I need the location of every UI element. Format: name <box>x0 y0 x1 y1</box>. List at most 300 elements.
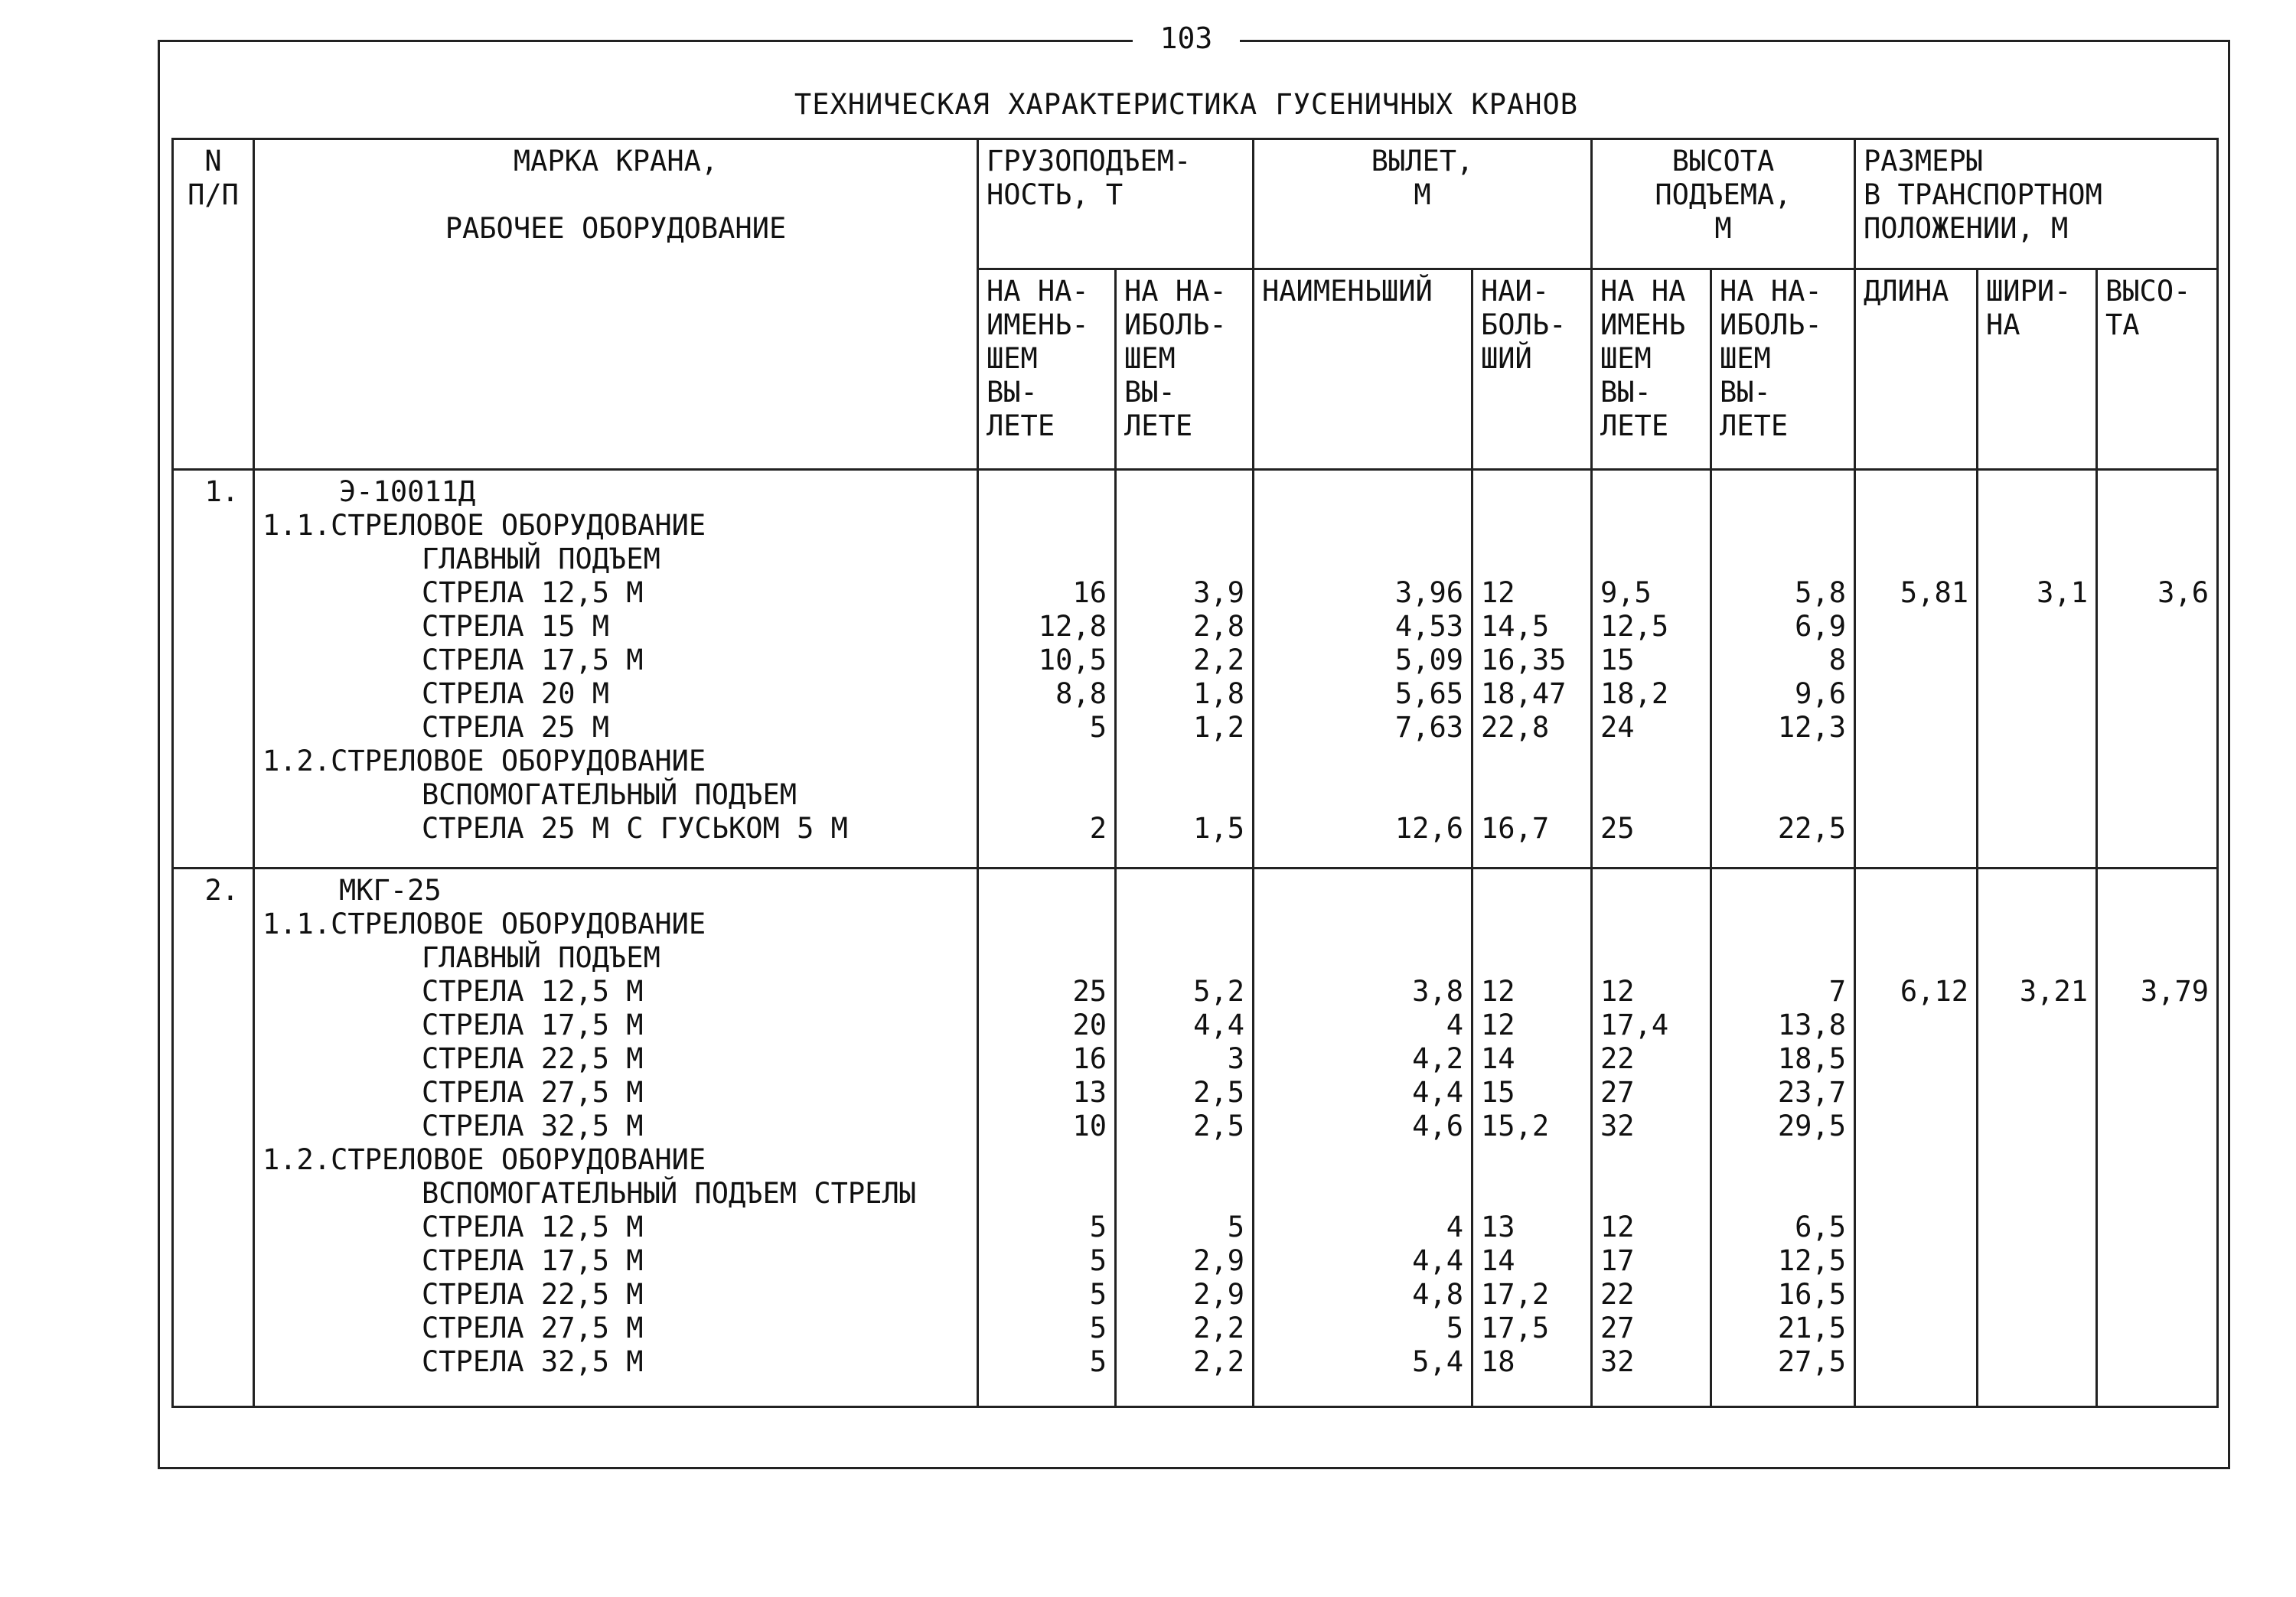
value-cap-min: 5 <box>1089 1210 1107 1243</box>
value-width <box>1986 610 2088 644</box>
value-h-max: 8 <box>1828 644 1846 676</box>
value-reach-max: 17,2 <box>1481 1277 1550 1311</box>
header-line: ВЫ- <box>987 376 1038 409</box>
header-cap-min <box>978 269 1116 470</box>
value-width: 3,1 <box>2037 576 2088 609</box>
equipment-line: СТРЕЛА 22,5 М <box>422 1277 644 1311</box>
value-width <box>1986 677 2088 711</box>
value-width <box>1986 1042 2088 1076</box>
value-vheight <box>2105 778 2209 812</box>
header-reach-min <box>1254 269 1473 470</box>
value-cell-cap-max <box>1116 868 1254 1406</box>
value-h-max <box>1720 543 1846 576</box>
header-line: ИМЕНЬ- <box>987 308 1089 341</box>
value-h-max <box>1720 941 1846 975</box>
value-h-min: 17 <box>1600 1243 1635 1277</box>
page-number: 103 <box>1133 20 1240 57</box>
value-length <box>1864 509 1968 543</box>
equipment-line: СТРЕЛА 32,5 М <box>422 1109 644 1142</box>
value-reach-min: 4,6 <box>1412 1109 1463 1142</box>
header-line: ИБОЛЬ- <box>1124 308 1227 341</box>
value-reach-max: 18 <box>1481 1344 1515 1378</box>
value-cap-max: 2,5 <box>1193 1075 1244 1109</box>
value-reach-min <box>1262 509 1463 543</box>
header-line: НА НА <box>1600 275 1686 308</box>
equipment-line: ВСПОМОГАТЕЛЬНЫЙ ПОДЪЕМ <box>422 778 797 811</box>
value-reach-max: 12 <box>1481 974 1515 1008</box>
equipment-line: СТРЕЛА 12,5 М <box>422 974 644 1008</box>
row-number <box>173 470 254 869</box>
value-length <box>1864 677 1968 711</box>
value-cap-min: 16 <box>1072 1041 1107 1075</box>
value-width <box>1986 778 2088 812</box>
value-cap-max: 1,2 <box>1193 711 1244 744</box>
header-line: ЛЕТЕ <box>987 409 1055 442</box>
header-length <box>1855 269 1978 470</box>
header-line: НА НА- <box>1720 275 1822 308</box>
header-line: П/П <box>188 178 239 211</box>
value-h-max: 29,5 <box>1777 1109 1846 1142</box>
header-line: НАИМЕНЬШИЙ <box>1262 275 1433 308</box>
header-line: ВЫСО- <box>2105 275 2191 308</box>
value-h-max <box>1720 475 1846 509</box>
value-h-min <box>1600 778 1702 812</box>
row-number <box>173 868 254 1406</box>
value-reach-max <box>1481 908 1583 941</box>
header-line: ТА <box>2105 308 2140 341</box>
header-width <box>1978 269 2097 470</box>
header-capacity <box>978 139 1254 269</box>
value-cap-min: 5 <box>1089 1277 1107 1311</box>
value-cap-min: 5 <box>1089 1344 1107 1378</box>
header-line: ВЫ- <box>1600 376 1652 409</box>
header-line: ПОЛОЖЕНИИ, М <box>1864 212 2069 245</box>
value-cell-cap-min <box>978 470 1116 869</box>
value-h-max: 12,5 <box>1777 1243 1846 1277</box>
value-vheight <box>2105 1143 2209 1177</box>
value-cap-min: 10 <box>1072 1109 1107 1142</box>
value-h-max <box>1720 874 1846 908</box>
header-line: ГРУЗОПОДЪЕМ- <box>987 145 1192 178</box>
value-reach-max <box>1481 543 1583 576</box>
equipment-line: СТРЕЛА 27,5 М <box>422 1311 644 1344</box>
header-line: М <box>1714 212 1732 245</box>
value-reach-min: 5,09 <box>1394 644 1463 676</box>
value-reach-min: 3,96 <box>1394 576 1463 609</box>
value-h-max: 6,9 <box>1795 610 1846 643</box>
value-h-min: 22 <box>1600 1041 1635 1075</box>
value-length <box>1864 1042 1968 1076</box>
value-h-max: 27,5 <box>1777 1344 1846 1378</box>
value-h-max: 6,5 <box>1795 1210 1846 1243</box>
value-vheight <box>2105 1345 2209 1379</box>
value-length <box>1864 1244 1968 1278</box>
header-line: ШЕМ <box>1600 342 1652 375</box>
header-line: НА <box>1986 308 2020 341</box>
value-width <box>1986 1076 2088 1110</box>
value-h-min <box>1600 543 1702 576</box>
value-h-max: 22,5 <box>1777 812 1846 845</box>
value-vheight <box>2105 1177 2209 1211</box>
value-reach-min <box>1262 1143 1463 1177</box>
value-cell-h-max <box>1711 470 1855 869</box>
value-cell-width <box>1978 470 2097 869</box>
value-reach-max: 14 <box>1481 1041 1515 1075</box>
value-reach-min: 4,2 <box>1412 1041 1463 1075</box>
value-width: 3,21 <box>2019 974 2088 1008</box>
value-cap-max: 2,5 <box>1193 1109 1244 1142</box>
header-h-max <box>1711 269 1855 470</box>
value-vheight <box>2105 610 2209 644</box>
value-reach-min: 3,8 <box>1412 974 1463 1008</box>
header-line: НА НА- <box>1124 275 1227 308</box>
header-line: ШИЙ <box>1481 342 1532 375</box>
value-cap-max: 3 <box>1227 1041 1244 1075</box>
value-h-min <box>1600 475 1702 509</box>
value-reach-min <box>1262 908 1463 941</box>
value-cap-min <box>987 1143 1107 1177</box>
value-cap-min: 8,8 <box>1055 677 1107 710</box>
value-h-min: 25 <box>1600 812 1635 845</box>
equipment-line: 1.1.СТРЕЛОВОЕ ОБОРУДОВАНИЕ <box>263 907 706 940</box>
header-line: ШЕМ <box>1720 342 1771 375</box>
value-reach-min: 7,63 <box>1394 711 1463 744</box>
value-cell-h-min <box>1592 868 1711 1406</box>
value-width <box>1986 475 2088 509</box>
crane-spec-table <box>171 138 2219 1408</box>
value-width <box>1986 711 2088 745</box>
value-h-max: 18,5 <box>1777 1041 1846 1075</box>
value-cap-min: 25 <box>1072 974 1107 1008</box>
value-length <box>1864 1076 1968 1110</box>
value-vheight: 3,6 <box>2157 576 2209 609</box>
value-reach-max <box>1481 778 1583 812</box>
value-h-max <box>1720 1143 1846 1177</box>
equipment-cell <box>254 868 978 1406</box>
value-reach-min: 5,65 <box>1394 677 1463 710</box>
value-width <box>1986 745 2088 778</box>
header-line: ШЕМ <box>987 342 1038 375</box>
value-reach-min: 5,4 <box>1412 1344 1463 1378</box>
value-h-min: 12,5 <box>1600 610 1669 643</box>
equipment-line: СТРЕЛА 32,5 М <box>422 1344 644 1378</box>
value-cap-min <box>987 908 1107 941</box>
equipment-cell <box>254 470 978 869</box>
value-width <box>1986 644 2088 677</box>
header-dims <box>1855 139 2218 269</box>
value-cell-reach-min <box>1254 470 1473 869</box>
value-cap-max: 2,9 <box>1193 1243 1244 1277</box>
value-cap-min: 5 <box>1089 1311 1107 1344</box>
header-line: ШИРИ- <box>1986 275 2072 308</box>
value-reach-max <box>1481 941 1583 975</box>
value-cap-max <box>1124 1177 1244 1211</box>
equipment-line: ВСПОМОГАТЕЛЬНЫЙ ПОДЪЕМ СТРЕЛЫ <box>422 1176 917 1210</box>
header-line: ВЫЛЕТ, <box>1371 145 1474 178</box>
value-vheight: 3,79 <box>2140 974 2209 1008</box>
value-h-min: 18,2 <box>1600 677 1669 710</box>
header-line: БОЛЬ- <box>1481 308 1567 341</box>
value-h-max: 13,8 <box>1777 1008 1846 1041</box>
equipment-line: СТРЕЛА 12,5 М <box>422 576 644 609</box>
header-line: ДЛИНА <box>1864 275 1949 308</box>
value-vheight <box>2105 1042 2209 1076</box>
value-reach-min: 5 <box>1446 1311 1463 1344</box>
value-reach-min: 4,8 <box>1412 1277 1463 1311</box>
value-cap-max <box>1124 475 1244 509</box>
value-width <box>1986 1177 2088 1211</box>
value-reach-min <box>1262 1177 1463 1211</box>
value-cap-max <box>1124 778 1244 812</box>
value-reach-min <box>1262 543 1463 576</box>
value-cell-cap-max <box>1116 470 1254 869</box>
header-reach <box>1254 139 1592 269</box>
value-cap-min <box>987 745 1107 778</box>
header-row-group <box>173 139 2218 269</box>
value-vheight <box>2105 812 2209 846</box>
value-reach-min: 4 <box>1446 1008 1463 1041</box>
value-cap-max: 5 <box>1227 1210 1244 1243</box>
value-reach-max <box>1481 475 1583 509</box>
value-cell-h-max <box>1711 868 1855 1406</box>
header-cap-max <box>1116 269 1254 470</box>
value-cap-max: 2,9 <box>1193 1277 1244 1311</box>
value-cap-min <box>987 874 1107 908</box>
value-length <box>1864 644 1968 677</box>
value-cap-min <box>987 1177 1107 1211</box>
value-cell-h-min <box>1592 470 1711 869</box>
value-h-max <box>1720 778 1846 812</box>
value-reach-max: 16,7 <box>1481 812 1550 845</box>
value-h-max: 12,3 <box>1777 711 1846 744</box>
value-cell-length <box>1855 470 1978 869</box>
value-cap-min <box>987 543 1107 576</box>
value-length <box>1864 711 1968 745</box>
value-cap-max: 3,9 <box>1193 576 1244 609</box>
value-vheight <box>2105 1244 2209 1278</box>
value-h-min <box>1600 874 1702 908</box>
value-cap-min <box>987 509 1107 543</box>
header-line: НА НА- <box>987 275 1089 308</box>
value-reach-max <box>1481 745 1583 778</box>
value-vheight <box>2105 1076 2209 1110</box>
equipment-line: ГЛАВНЫЙ ПОДЪЕМ <box>422 543 660 575</box>
header-line: ЛЕТЕ <box>1600 409 1669 442</box>
header-line: N <box>204 145 222 178</box>
value-length: 6,12 <box>1900 974 1968 1008</box>
value-length <box>1864 812 1968 846</box>
header-line: НОСТЬ, Т <box>987 178 1124 211</box>
value-h-min <box>1600 908 1702 941</box>
value-cap-min: 12,8 <box>1038 610 1107 643</box>
header-height <box>1592 139 1855 269</box>
value-h-min: 32 <box>1600 1344 1635 1378</box>
value-cap-min: 10,5 <box>1038 644 1107 676</box>
value-cap-min <box>987 778 1107 812</box>
value-h-min: 27 <box>1600 1311 1635 1344</box>
value-vheight <box>2105 677 2209 711</box>
value-cap-min <box>987 941 1107 975</box>
value-width <box>1986 1211 2088 1244</box>
document-title: ТЕХНИЧЕСКАЯ ХАРАКТЕРИСТИКА ГУСЕНИЧНЫХ КРАНОВ <box>794 88 1579 121</box>
value-reach-max: 14,5 <box>1481 610 1550 643</box>
value-h-min: 9,5 <box>1600 576 1652 609</box>
value-vheight <box>2105 509 2209 543</box>
equipment-line: СТРЕЛА 25 М <box>422 711 610 744</box>
value-cap-max <box>1124 509 1244 543</box>
header-line: РАЗМЕРЫ <box>1864 145 1983 178</box>
header-line: ВЫСОТА <box>1671 145 1775 178</box>
value-width <box>1986 874 2088 908</box>
equipment-line: 1.2.СТРЕЛОВОЕ ОБОРУДОВАНИЕ <box>263 745 706 777</box>
table-body <box>173 470 2218 1407</box>
value-reach-min: 4,4 <box>1412 1243 1463 1277</box>
value-reach-max: 14 <box>1481 1243 1515 1277</box>
value-reach-max: 13 <box>1481 1210 1515 1243</box>
header-line <box>263 178 969 212</box>
value-h-max: 7 <box>1828 974 1846 1008</box>
value-width <box>1986 1009 2088 1042</box>
value-vheight <box>2105 475 2209 509</box>
value-h-min <box>1600 1177 1702 1211</box>
value-cell-length <box>1855 868 1978 1406</box>
value-reach-min: 4,53 <box>1394 610 1463 643</box>
value-h-min: 32 <box>1600 1109 1635 1142</box>
value-h-min <box>1600 941 1702 975</box>
value-vheight <box>2105 1110 2209 1143</box>
value-h-max: 5,8 <box>1795 576 1846 609</box>
value-length <box>1864 778 1968 812</box>
value-cap-max <box>1124 543 1244 576</box>
value-cap-max: 4,4 <box>1193 1008 1244 1041</box>
value-length <box>1864 941 1968 975</box>
header-line: ВЫ- <box>1720 376 1771 409</box>
value-cell-reach-max <box>1473 470 1592 869</box>
value-cap-max: 1,8 <box>1193 677 1244 710</box>
value-cap-max: 2,8 <box>1193 610 1244 643</box>
value-h-min <box>1600 745 1702 778</box>
value-cap-min <box>987 475 1107 509</box>
value-h-max: 23,7 <box>1777 1075 1846 1109</box>
value-vheight <box>2105 1278 2209 1312</box>
value-vheight <box>2105 1009 2209 1042</box>
value-cap-max: 2,2 <box>1193 1311 1244 1344</box>
value-cap-max: 2,2 <box>1193 1344 1244 1378</box>
value-length <box>1864 1345 1968 1379</box>
value-reach-max: 12 <box>1481 576 1515 609</box>
header-line: ПОДЪЕМА, <box>1655 178 1792 211</box>
value-vheight <box>2105 1211 2209 1244</box>
equipment-line: СТРЕЛА 20 М <box>422 677 610 710</box>
value-reach-min <box>1262 941 1463 975</box>
equipment-line: СТРЕЛА 25 М С ГУСЬКОМ 5 М <box>422 812 848 845</box>
value-length <box>1864 1143 1968 1177</box>
value-length <box>1864 475 1968 509</box>
equipment-line: СТРЕЛА 15 М <box>422 610 610 643</box>
value-reach-max: 16,35 <box>1481 644 1567 676</box>
value-reach-min <box>1262 745 1463 778</box>
header-line: ЛЕТЕ <box>1124 409 1193 442</box>
equipment-line: 1.1.СТРЕЛОВОЕ ОБОРУДОВАНИЕ <box>263 509 706 542</box>
header-line: НАИ- <box>1481 275 1550 308</box>
value-vheight <box>2105 908 2209 941</box>
row-number-text: 1. <box>204 475 239 508</box>
value-h-min: 15 <box>1600 644 1635 676</box>
value-reach-max <box>1481 1177 1583 1211</box>
value-length <box>1864 1278 1968 1312</box>
row-number-text: 2. <box>204 873 239 907</box>
table-row <box>173 868 2218 1406</box>
value-h-max <box>1720 908 1846 941</box>
value-cap-max <box>1124 908 1244 941</box>
header-line: ЛЕТЕ <box>1720 409 1789 442</box>
value-width <box>1986 1110 2088 1143</box>
value-reach-min: 4,4 <box>1412 1075 1463 1109</box>
value-reach-min <box>1262 778 1463 812</box>
value-length <box>1864 745 1968 778</box>
value-cell-reach-min <box>1254 868 1473 1406</box>
value-reach-max: 17,5 <box>1481 1311 1550 1344</box>
value-h-max: 21,5 <box>1777 1311 1846 1344</box>
value-h-min <box>1600 1143 1702 1177</box>
value-reach-min <box>1262 874 1463 908</box>
header-vheight <box>2097 269 2218 470</box>
value-h-min: 27 <box>1600 1075 1635 1109</box>
value-h-min: 12 <box>1600 1210 1635 1243</box>
equipment-line: СТРЕЛА 17,5 М <box>422 1243 644 1277</box>
value-width <box>1986 1143 2088 1177</box>
value-cap-min: 5 <box>1089 1243 1107 1277</box>
value-h-min: 17,4 <box>1600 1008 1669 1041</box>
equipment-line: СТРЕЛА 12,5 М <box>422 1210 644 1243</box>
value-h-max <box>1720 509 1846 543</box>
value-length: 5,81 <box>1900 576 1968 609</box>
value-length <box>1864 543 1968 576</box>
equipment-line: СТРЕЛА 22,5 М <box>422 1041 644 1075</box>
value-cap-min: 16 <box>1072 576 1107 609</box>
value-reach-max: 18,47 <box>1481 677 1567 710</box>
equipment-line: 1.2.СТРЕЛОВОЕ ОБОРУДОВАНИЕ <box>263 1142 706 1176</box>
header-num <box>173 139 254 470</box>
header-h-min <box>1592 269 1711 470</box>
header-mark <box>254 139 978 470</box>
value-width <box>1986 941 2088 975</box>
value-cap-max: 2,2 <box>1193 644 1244 676</box>
value-width <box>1986 1312 2088 1345</box>
value-length <box>1864 1312 1968 1345</box>
value-length <box>1864 1177 1968 1211</box>
equipment-line: МКГ-25 <box>339 873 442 907</box>
value-reach-min: 12,6 <box>1394 812 1463 845</box>
value-vheight <box>2105 711 2209 745</box>
value-cell-vheight <box>2097 868 2218 1406</box>
value-width <box>1986 1345 2088 1379</box>
value-reach-min: 4 <box>1446 1210 1463 1243</box>
value-length <box>1864 908 1968 941</box>
value-reach-min <box>1262 475 1463 509</box>
value-reach-max: 22,8 <box>1481 711 1550 744</box>
value-length <box>1864 1211 1968 1244</box>
value-cap-min: 13 <box>1072 1075 1107 1109</box>
value-vheight <box>2105 644 2209 677</box>
value-cap-max <box>1124 1143 1244 1177</box>
header-line: ВЫ- <box>1124 376 1176 409</box>
header-reach-max <box>1473 269 1592 470</box>
value-h-max <box>1720 1177 1846 1211</box>
value-reach-max: 15 <box>1481 1075 1515 1109</box>
value-cap-min: 5 <box>1089 711 1107 744</box>
value-vheight <box>2105 543 2209 576</box>
